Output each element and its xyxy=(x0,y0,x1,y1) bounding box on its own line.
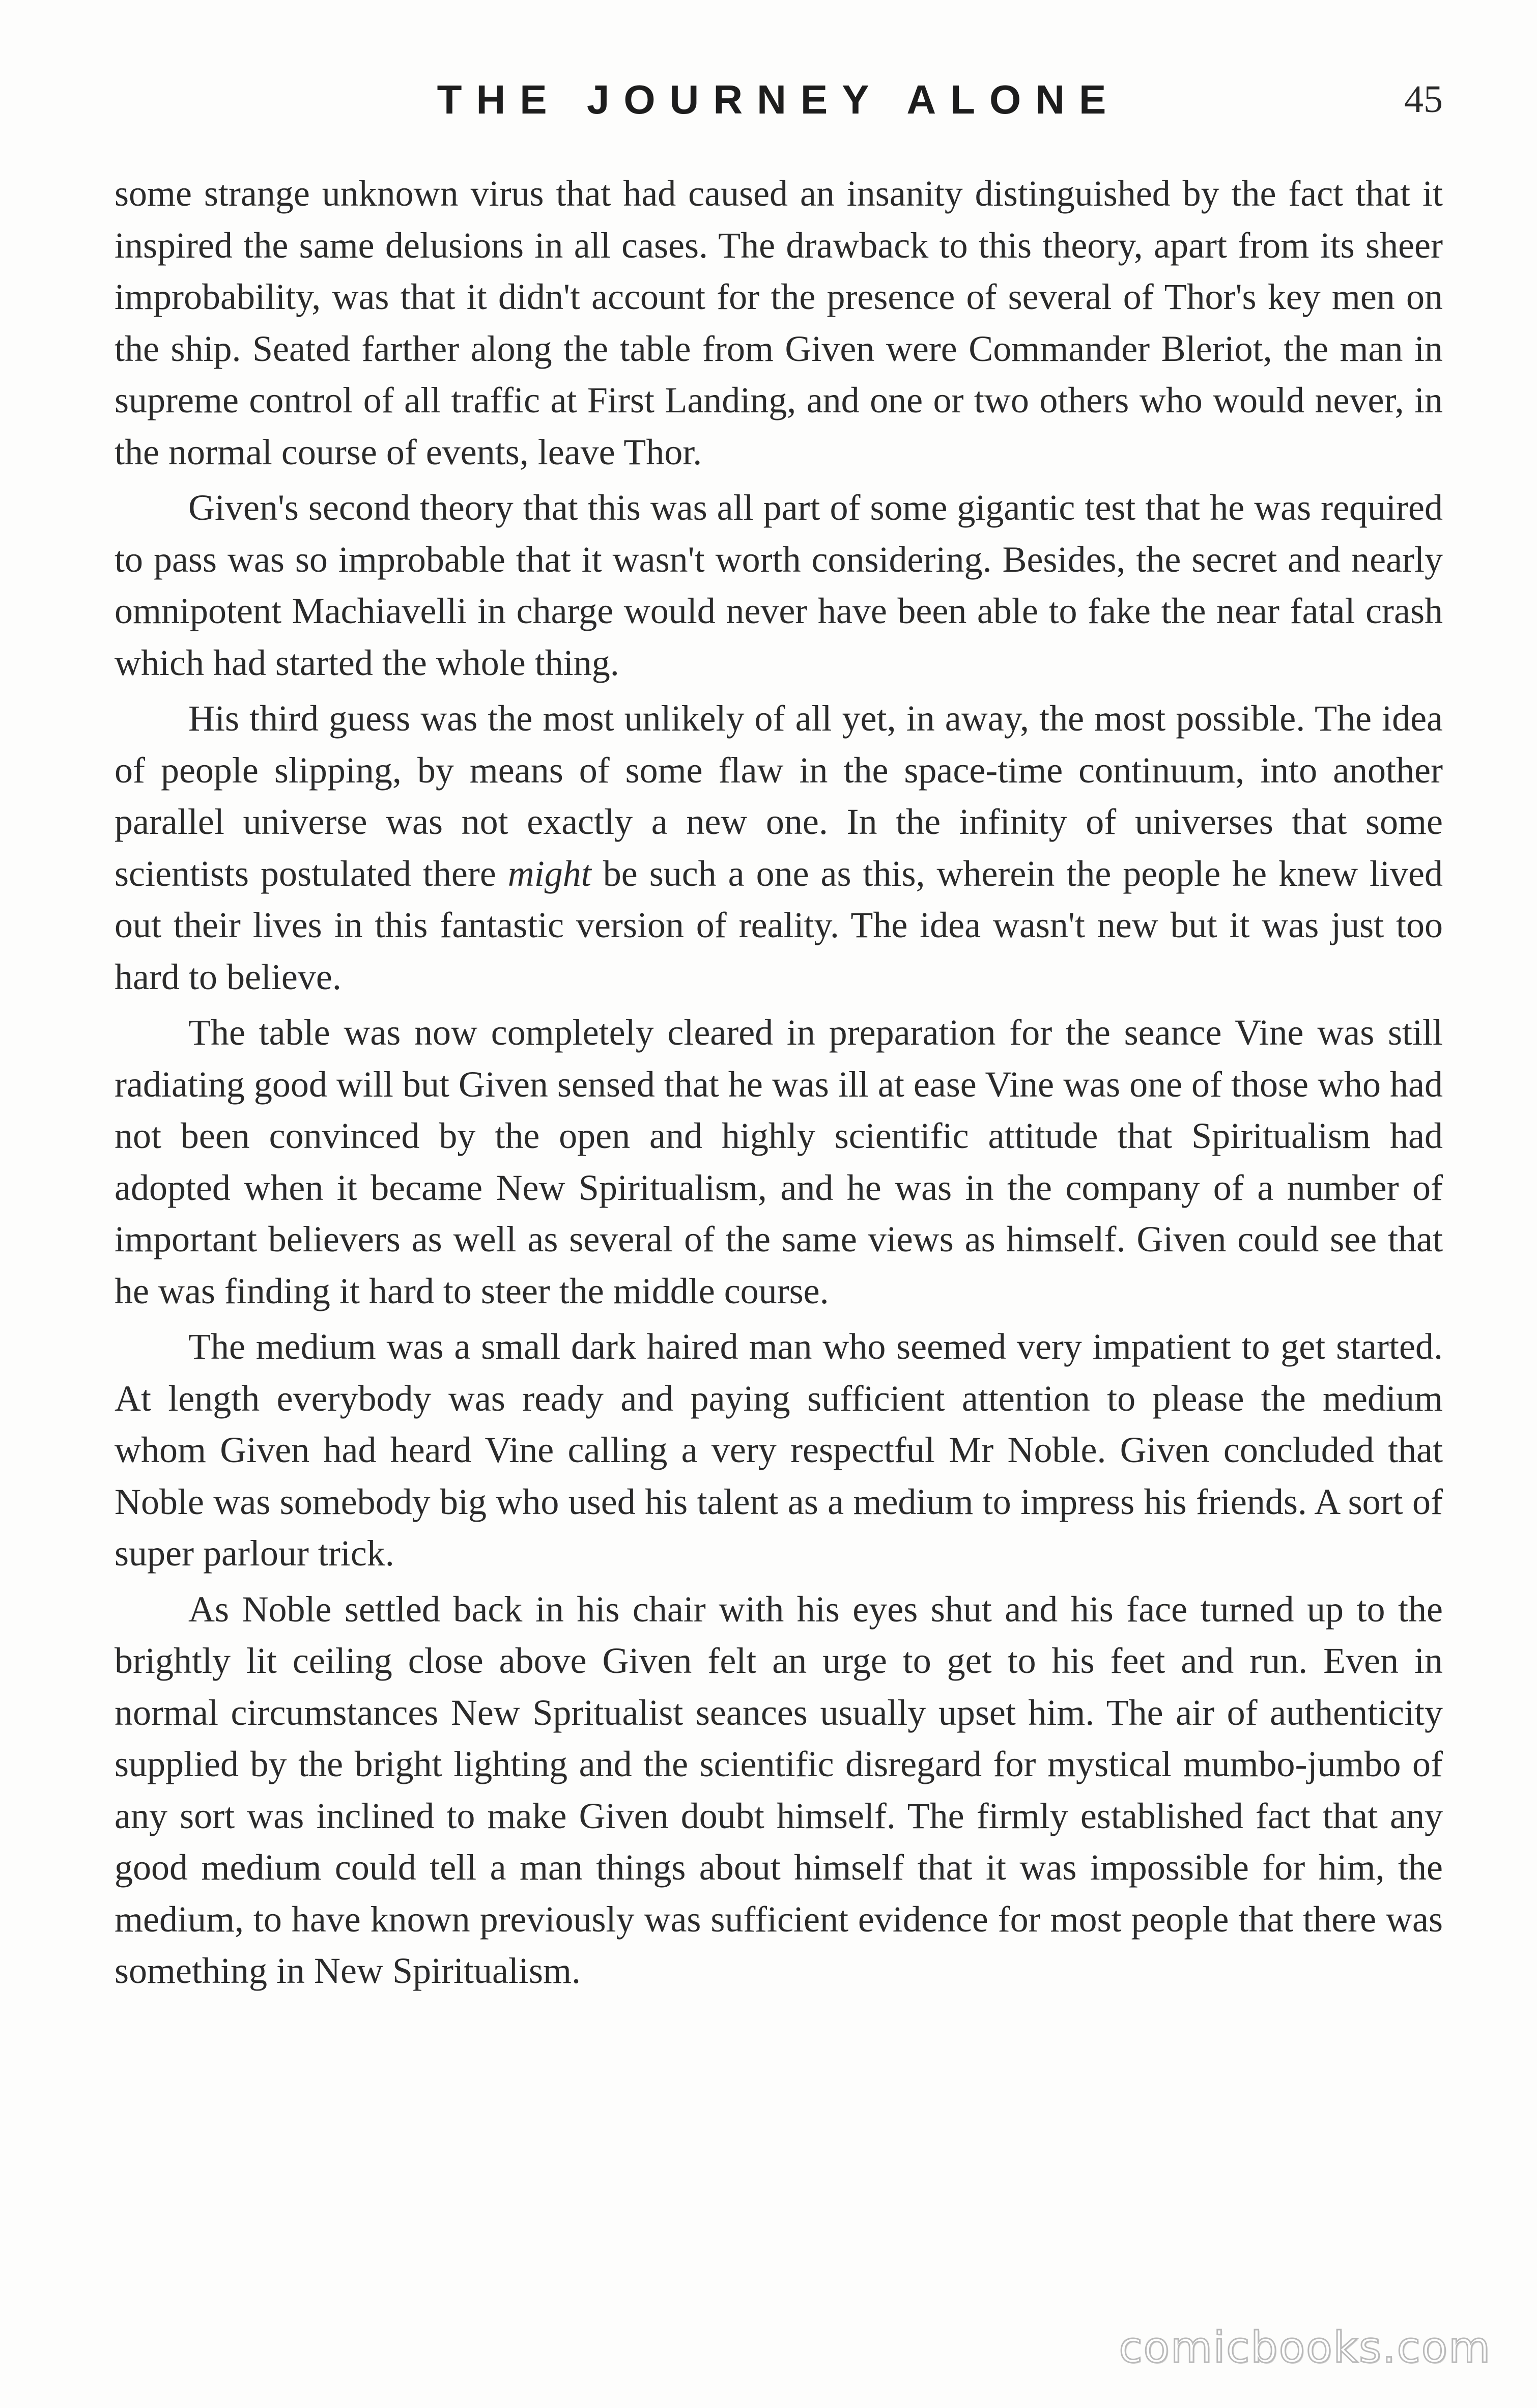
paragraph-3-start: His third guess was the most unlikely of all yet, in away, the most possible. The idea of people slipping, by means of some flaw in the space-time continuum, into another parallel universe was not exactly a new one. In the infinity of universes that some scientists postulated there xyxy=(115,698,1443,894)
paragraph-3-end: be such a one as this, wherein the people he knew lived out their lives in this fantastic version of reality. The idea wasn't new but it was just too hard to believe. xyxy=(115,853,1443,997)
running-title: THE JOURNEY ALONE xyxy=(437,77,1121,122)
paragraph-2: Given's second theory that this was all part of some gigantic test that he was required to pass was so improbable that it wasn't worth considering. Besides, the secret and nearly omnipotent Machiavelli in charge would never have been able to fake the near fatal crash which had started the whole thing. xyxy=(115,487,1443,683)
running-header xyxy=(115,76,1443,132)
paragraph-4: The table was now completely cleared in preparation for the seance Vine was still radiating good will but Given sensed that he was ill at ease Vine was one of those who had not been convinced by the open and highly scientific attitude that Spiritualism had adopted when it became New Spiritualism, and he was in the company of a number of important believers as well as several of the same views as himself. Given could see that he was finding it hard to steer the middle course. xyxy=(115,1012,1443,1311)
paragraph-5: The medium was a small dark haired man who seemed very impatient to get started. At length everybody was ready and paying sufficient attention to please the medium whom Given had heard Vine calling a very respectful Mr Noble. Given concluded that Noble was somebody big who used his talent as a medium to impress his friends. A sort of super parlour trick. xyxy=(115,1326,1443,1574)
paragraph-6: As Noble settled back in his chair with his eyes shut and his face turned up to the brightly lit ceiling close above Given felt an urge to get to his feet and run. Even in normal circumstances New Spritualist seances usually upset him. The air of authenticity supplied by the bright lighting and the scientific disregard for mystical mumbo-jumbo of any sort was inclined to make Given doubt himself. The firmly established fact that any good medium could tell a man things about himself that it was impossible for him, the medium, to have known previously was sufficient evidence for most people that there was something in New Spiritualism. xyxy=(115,1588,1443,1991)
emphasized-word: might xyxy=(507,853,591,894)
body-text xyxy=(115,168,1443,2001)
page-number: 45 xyxy=(1404,78,1443,121)
paragraph-3 xyxy=(115,693,1443,1003)
site-watermark: comicbooks.com xyxy=(1119,2322,1491,2372)
paragraph-1: some strange unknown virus that had caused an insanity distinguished by the fact that it inspired the same delusions in all cases. The drawback to this theory, apart from its sheer improbability, was that it didn't account for the presence of several of Thor's key men on the ship. Seated farther along the table from Given were Commander Bleriot, the man in supreme control of all traffic at First Landing, and one or two others who would never, in the normal course of events, leave Thor. xyxy=(115,173,1443,472)
